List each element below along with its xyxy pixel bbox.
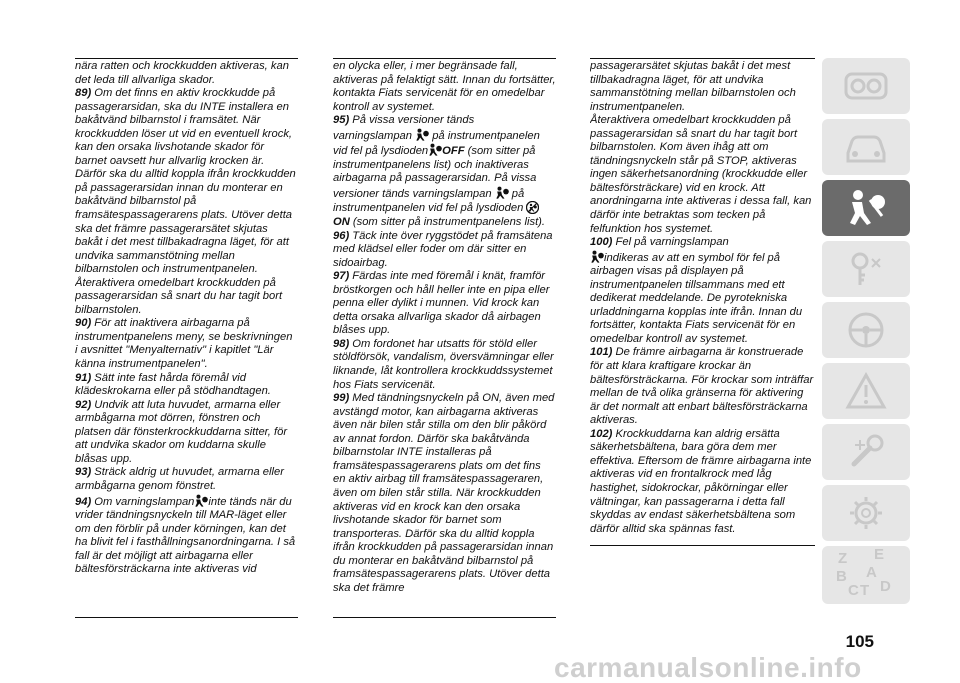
gear-maintenance-icon (840, 491, 892, 535)
airbag-warning-icon (590, 250, 604, 263)
footnote-number: 96) (333, 229, 350, 242)
footnote-text: Färdas inte med föremål i knät, framför bröstkorgen och håll heller inte en pipa eller penna eller dylikt i munnen. Vid krock kan detta orsaka allvarliga skador då airbagen blåses upp. (333, 270, 550, 337)
footnote-number: 91) (75, 371, 92, 384)
footnote-text: Om det finns en aktiv krockkudde på passagerarsidan, ska du INTE installera en bakåtvänd bilbarnstol i framsätet. När krockkudden löser ut vid en eventuell krock, kan den orsaka livshotande skador för barnet oavsett hur allvarlig krocken är. Därför ska du alltid koppla ifrån krockkudden på passagerarsidan innan du monterar en bakåtvänd bilbarnstol på framsätespassagerarens plats. Utöver detta ska det främre passagerarsätet skjutas bakåt i det mest tillbakadragna läget, för att undvika sammanstötning mellan bilbarnstolen och instrumentpanelen. (75, 87, 296, 276)
footnote-number: 102) (590, 427, 613, 440)
footnote-text: indikeras av att en symbol för fel på airbagen visas på displayen på instrumentpanelen tillsammans med ett dedikerat meddelande. De pyrotekniska urladdningarna kopplas inte ifrån. Innan du fortsätter, kontakta Fiats servicenät för en omedelbar kontroll av systemet. (590, 251, 803, 345)
text-column-1 (75, 58, 298, 618)
footnote-90 (75, 317, 298, 371)
footnote-number: 95) (333, 114, 350, 127)
steering-wheel-icon (840, 308, 892, 352)
footnote-number: 98) (333, 337, 350, 350)
airbag-warning-icon (194, 494, 208, 507)
paragraph-continued: passagerarsätet skjutas bakåt i det mest tillbakadragna läget, för att undvika sammanstötning mellan bilbarnstolen och instrumentpanelen. (590, 60, 796, 113)
airbag-warning-icon (495, 186, 509, 199)
footnote-text: Sträck aldrig ut huvudet, armarna eller armbågarna genom fönstret. (75, 466, 284, 492)
airbag-disabled-icon (526, 201, 539, 214)
footnote-text: Krockkuddarna kan aldrig ersätta säkerhetsbältena, bara göra dem mer effektiva. Eftersom de främre airbagarna inte aktiveras vid en frontalkrock med låg hastighet, sidokrockar, påkörningar eller vältningar, kan passagerarna i detta fall skyddas av endast säkerhetsbältena som därför alltid ska spännas fast. (590, 427, 812, 535)
car-front-icon (840, 125, 892, 169)
footnote-number: 90) (75, 317, 92, 330)
multimedia-tab-icon (836, 546, 896, 600)
index-letter: C (848, 582, 859, 599)
airbag-safety-icon (840, 186, 892, 230)
footnote-text: Fel på varningslampan (615, 236, 729, 249)
tab-dashboard[interactable] (822, 58, 910, 114)
page-number: 105 (845, 632, 874, 651)
footnote-text: inte tänds när du vrider tändningsnyckeln till MAR-läget eller om den förblir på under körningen, kan det ha blivit fel i fasthållningsanordningarna. I så fall är det möjligt att airbagarna eller bältesförsträckarna inte aktiveras vid (75, 495, 296, 576)
paragraph-intro: nära ratten och krockkudden aktiveras, kan det leda till allvarliga skador. (75, 60, 289, 86)
footnote-100 (590, 236, 815, 346)
footnote-number: 99) (333, 392, 350, 405)
footnote-text: Sätt inte fast hårda föremål vid klädeskrokarna eller på stödhandtagen. (75, 371, 271, 398)
footnote-number: 93) (75, 466, 92, 479)
footnote-98 (333, 338, 556, 392)
key-ignition-icon (840, 247, 892, 291)
warning-triangle-icon (840, 369, 892, 413)
tab-emergency[interactable] (822, 363, 910, 419)
index-letter: A (866, 564, 877, 581)
footnote-91 (75, 372, 298, 399)
footnote-text: Täck inte över ryggstödet på framsätena med klädsel eller foder om där sitter en sidoairbag. (333, 229, 553, 269)
footnote-number: 101) (590, 346, 613, 359)
footnote-number: 97) (333, 270, 350, 283)
led-on-label: ON (333, 216, 350, 229)
airbag-warning-icon (415, 128, 429, 141)
footnote-99 (333, 392, 556, 595)
tab-vehicle[interactable] (822, 119, 910, 175)
footnote-text: (som sitter på instrumentpanelens list) och inaktiveras airbagarna på passagerarsidan. På vissa versioner tänds varningslampan (333, 145, 537, 200)
paragraph-reactivate: Återaktivera omedelbart krockkudden på passagerarsidan så snart du har tagit bort bilbarnstolen. Kom även ihåg att om tändningsnyckeln står på STOP, aktiveras ingen säkerhetsanordning (krockkudde eller bältesförsträckare) vid en krock. Att anordningarna inte aktiveras i dessa fall, kan därför inte betraktas som tecken på felfunktion hos systemet. (590, 114, 812, 235)
tab-technical-data[interactable] (822, 485, 910, 541)
text-column-2 (333, 58, 556, 618)
footnote-text: Undvik att luta huvudet, armarna eller armbågarna mot dörren, fönstren och platsen där fönsterkrockkuddarna sitter, för att undvika skador om kuddarna skulle blåsas upp. (75, 398, 288, 465)
footnote-text: Med tändningsnyckeln på ON, även med avstängd motor, kan airbagarna aktiveras även när bilen står stilla om den blir påkörd av annat fordon. Därför ska bakåtvända bilbarnstolar INTE installeras på framsätespassagerarens plats om det fins en aktiv airbag till framsätespassageraren, även om bilen står stilla. När krockkudden aktiveras vid en krock kan den orsaka livshotande skador för barnet som transporteras. Därför ska du alltid koppla ifrån krockkudden på passagerarsidan innan du monterar en bakåtvänd bilbarnstol på framsätespassagerarens plats. Utöver detta ska det främre (333, 392, 555, 594)
footnote-97 (333, 270, 556, 338)
index-letter: Z (838, 550, 848, 567)
index-letter: D (880, 578, 891, 595)
footnote-92 (75, 399, 298, 467)
footnote-text: De främre airbagarna är konstruerade för att klara kraftigare krockar än bältesförsträckarna. För krockar som inträffar mellan de två olika gränserna för aktivering är det normalt att enbart bältesförsträckarna aktiveras. (590, 346, 814, 427)
footnote-96 (333, 230, 556, 271)
footnote-89 (75, 87, 298, 277)
footnote-101 (590, 346, 815, 427)
tab-service[interactable] (822, 424, 910, 480)
index-letter: E (874, 546, 885, 563)
tab-driving[interactable] (822, 302, 910, 358)
footnote-number: 89) (75, 87, 92, 100)
tab-index[interactable] (822, 546, 910, 604)
text-column-3 (590, 58, 815, 546)
footnote-text: (som sitter på instrumentpanelens list). (352, 216, 546, 229)
footnote-102 (590, 428, 815, 536)
wrench-service-icon (840, 430, 892, 474)
tab-safety[interactable] (822, 180, 910, 236)
footnote-number: 100) (590, 236, 613, 249)
index-letter: T (860, 582, 870, 599)
footnote-93 (75, 466, 298, 493)
paragraph-reactivate: Återaktivera omedelbart krockkudden på passagerarsidan så snart du har tagit bort bilbarnstolen. (75, 276, 283, 316)
airbag-warning-icon (428, 143, 442, 156)
tab-starting[interactable] (822, 241, 910, 297)
footnote-number: 92) (75, 398, 92, 411)
footnote-text: På vissa versioner tänds varningslampan (333, 114, 475, 142)
paragraph-continued: en olycka eller, i mer begränsade fall, aktiveras på felaktigt sätt. Innan du fortsätter, kontakta Fiats servicenät för en omedelbar kontroll av systemet. (333, 60, 556, 113)
footnote-95 (333, 114, 556, 229)
footnote-text: Om fordonet har utsatts för stöld eller stöldförsök, vandalism, översvämningar eller liknande, låt kontrollera krockkuddssystemet hos Fiats servicenät. (333, 337, 554, 391)
watermark: carmanualsonline.info (554, 652, 862, 683)
footnote-text: Om varningslampan (94, 495, 195, 508)
led-off-label: OFF (442, 145, 465, 158)
footnote-94 (75, 494, 298, 577)
footnote-text: på instrumentpanelen vid fel på lysdioden (333, 187, 525, 215)
index-letter: B (836, 568, 847, 585)
footnote-number: 94) (75, 495, 92, 508)
chapter-tab-bar (822, 58, 914, 609)
footnote-text: För att inaktivera airbagarna på instrumentpanelens meny, se beskrivningen i avsnittet "Menyalternativ" i kapitlet "Lär känna instrumentpanelen". (75, 317, 293, 371)
car-dashboard-icon (840, 64, 892, 108)
footnote-text: på instrumentpanelen vid fel på lysdioden (333, 129, 540, 158)
